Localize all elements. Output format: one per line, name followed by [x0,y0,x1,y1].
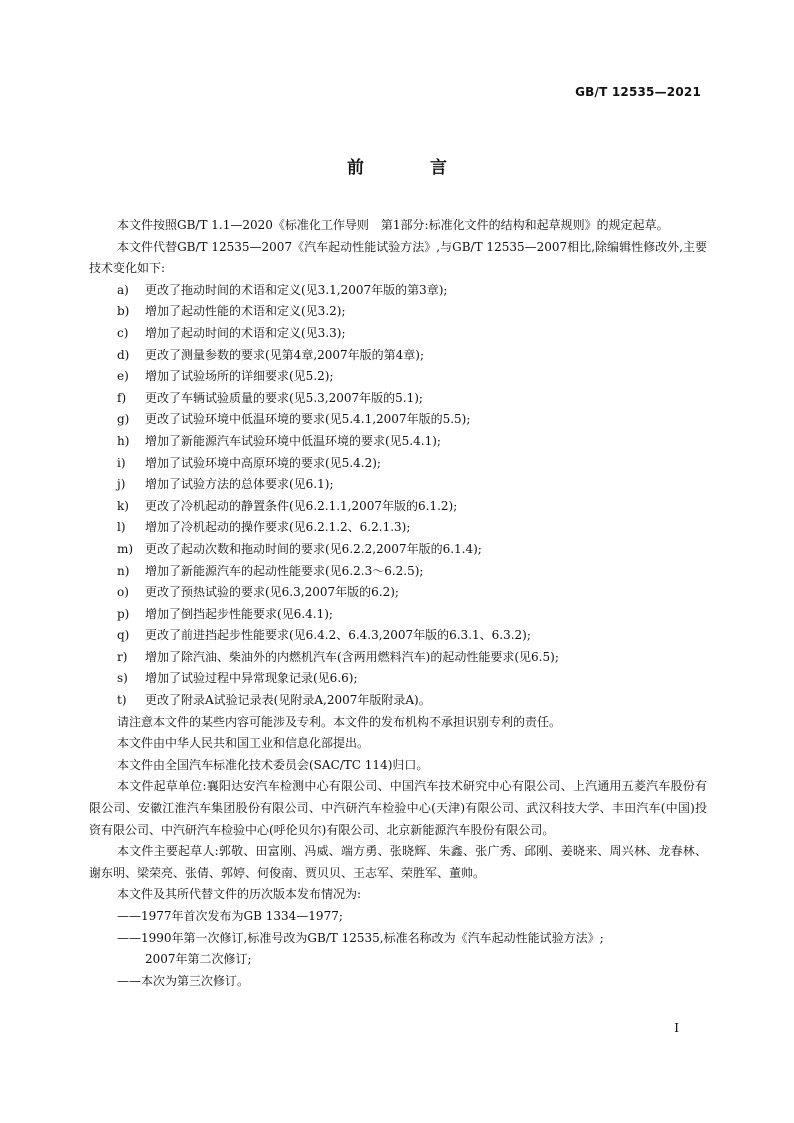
list-item [89,323,707,345]
list-item-text: 更改了试验环境中低温环境的要求(见5.4.1,2007年版的5.5); [145,412,471,427]
changes-list [89,280,707,712]
list-item [89,582,707,604]
list-item [89,561,707,583]
list-item-label: m) [117,541,134,556]
history-item: ——本次为第三次修订。 [117,973,250,988]
list-item-text: 增加了冷机起动的操作要求(见6.2.1.2、6.2.1.3); [145,520,411,535]
list-item [89,345,707,367]
list-item-label: o) [117,585,129,600]
list-item-text: 更改了前进挡起步性能要求(见6.4.2、6.4.3,2007年版的6.3.1、6.3.2); [145,628,531,643]
foreword-body [89,215,707,992]
list-item-text: 增加了试验场所的详细要求(见5.2); [145,369,334,384]
list-item [89,604,707,626]
paragraph: 请注意本文件的某些内容可能涉及专利。本文件的发布机构不承担识别专利的责任。 [117,714,562,729]
list-item [89,409,707,431]
paragraph: 本文件起草单位:襄阳达安汽车检测中心有限公司、中国汽车技术研究中心有限公司、上汽通用五菱汽车股份有限公司、安徽江淮汽车集团股份有限公司、中汽研汽车检验中心(天津)有限公司、武汉科技大学、丰田汽车(中国)投资有限公司、中汽研汽车检验中心(呼伦贝尔)有限公司、北京新能源汽车股份有限公司。 [89,779,707,837]
list-item-label: c) [117,325,129,340]
list-item-label: q) [117,628,130,643]
list-item-label: t) [117,693,127,708]
list-item [89,474,707,496]
list-item-text: 增加了试验环境中高原环境的要求(见5.4.2); [145,455,381,470]
list-item-text: 更改了拖动时间的术语和定义(见3.1,2007年版的第3章); [145,282,448,297]
list-item [89,366,707,388]
list-item-text: 增加了试验方法的总体要求(见6.1); [145,477,334,492]
list-item-label: f) [117,390,127,405]
paragraph: 本文件及其所代替文件的历次版本发布情况为: [117,887,362,902]
list-item [89,453,707,475]
standard-number: GB/T 12535—2021 [575,85,701,99]
list-item-text: 增加了倒挡起步性能要求(见6.4.1); [145,606,333,621]
list-item [89,496,707,518]
list-item-text: 增加了除汽油、柴油外的内燃机汽车(含两用燃料汽车)的起动性能要求(见6.5); [145,649,559,664]
list-item-label: r) [117,649,128,664]
list-item-text: 增加了起动时间的术语和定义(见3.3); [145,325,346,340]
list-item-text: 增加了试验过程中异常现象记录(见6.6); [145,671,358,686]
list-item-text: 更改了测量参数的要求(见第4章,2007年版的第4章); [145,347,425,362]
list-item-label: j) [117,477,126,492]
list-item-label: e) [117,369,129,384]
list-item [89,539,707,561]
list-item-text: 增加了新能源汽车的起动性能要求(见6.2.3～6.2.5); [145,563,424,578]
list-item-text: 更改了车辆试验质量的要求(见5.3,2007年版的5.1); [145,390,423,405]
list-item-label: k) [117,498,129,513]
paragraph: 本文件由全国汽车标准化技术委员会(SAC/TC 114)归口。 [117,757,429,772]
list-item [89,388,707,410]
list-item [89,690,707,712]
list-item [89,301,707,323]
list-item [89,280,707,302]
paragraph: 本文件主要起草人:郭敬、田富刚、冯威、端方勇、张晓辉、朱鑫、张广秀、邱刚、姜晓来、周兴林、龙春林、谢东明、梁荣亮、张倩、郭婷、何俊南、贾贝贝、王志军、荣胜军、董帅。 [89,844,707,880]
list-item-label: a) [117,282,129,297]
paragraph: 本文件代替GB/T 12535—2007《汽车起动性能试验方法》,与GB/T 12535—2007相比,除编辑性修改外,主要技术变化如下: [89,239,707,276]
history-item: ——1977年首次发布为GB 1334—1977; [117,909,343,923]
history-item: ——1990年第一次修订,标准号改为GB/T 12535,标准名称改为《汽车起动性能试验方法》; [117,930,604,945]
list-item-label: i) [117,455,126,470]
list-item-label: d) [117,347,130,362]
list-item-label: s) [117,671,128,686]
list-item-text: 更改了起动次数和拖动时间的要求(见6.2.2,2007年版的6.1.4); [145,541,482,556]
list-item-label: p) [117,606,130,621]
list-item-text: 增加了起动性能的术语和定义(见3.2); [145,304,346,319]
list-item [89,517,707,539]
paragraph: 本文件按照GB/T 1.1—2020《标准化工作导则 第1部分:标准化文件的结构和起草规则》的规定起草。 [117,218,669,232]
list-item [89,625,707,647]
paragraph: 本文件由中华人民共和国工业和信息化部提出。 [117,736,370,751]
list-item-text: 更改了冷机起动的静置条件(见6.2.1.1,2007年版的6.1.2); [145,498,458,513]
list-item-label: l) [117,520,126,535]
list-item-label: h) [117,433,130,448]
page-number: I [674,1021,679,1035]
list-item [89,668,707,690]
list-item-label: n) [117,563,130,578]
list-item-label: b) [117,304,130,319]
list-item [89,647,707,669]
list-item-text: 更改了附录A试验记录表(见附录A,2007年版附录A)。 [145,693,431,708]
list-item-text: 增加了新能源汽车试验环境中低温环境的要求(见5.4.1); [145,433,441,448]
page-title: 前 言 [347,158,477,178]
list-item-label: g) [117,412,130,427]
history-item-continuation: 2007年第二次修订; [145,952,252,967]
list-item [89,431,707,453]
list-item-text: 更改了预热试验的要求(见6.3,2007年版的6.2); [145,585,399,600]
